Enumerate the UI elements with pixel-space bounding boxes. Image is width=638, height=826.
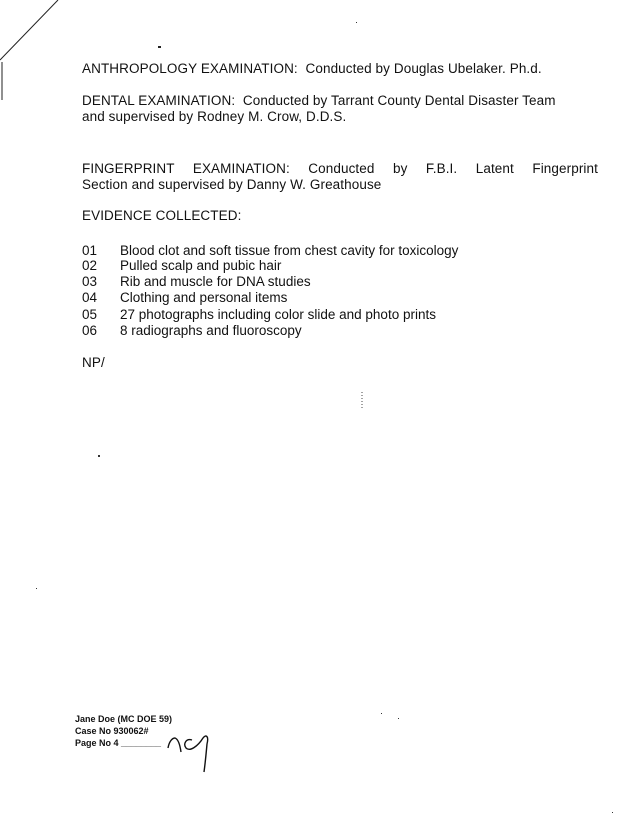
evidence-text: Pulled scalp and pubic hair — [120, 258, 282, 273]
dental-text: Conducted by Tarrant County Dental Disaster Team — [242, 93, 556, 108]
fingerprint-text: Conducted by F.B.I. Latent Fingerprint — [308, 161, 598, 176]
fingerprint-label: FINGERPRINT EXAMINATION: — [82, 161, 290, 176]
scan-speck — [612, 812, 613, 813]
evidence-number: 03 — [82, 274, 98, 289]
evidence-text: Clothing and personal items — [120, 290, 288, 305]
evidence-number: 06 — [82, 323, 98, 338]
scan-speck — [398, 718, 399, 719]
footer-page-number: Page No 4 ________ — [75, 738, 162, 748]
footer-case-name: Jane Doe (MC DOE 59) — [75, 714, 173, 724]
scan-speck — [381, 713, 382, 714]
evidence-text: 27 photographs including color slide and photo prints — [120, 307, 436, 322]
scan-speck — [98, 455, 100, 457]
evidence-number: 02 — [82, 258, 98, 273]
dental-label: DENTAL EXAMINATION: — [82, 93, 236, 108]
anthropology-label: ANTHROPOLOGY EXAMINATION: — [82, 61, 298, 76]
initials: NP/ — [82, 355, 105, 370]
evidence-text: Rib and muscle for DNA studies — [120, 274, 311, 289]
footer-case-number: Case No 930062# — [75, 726, 149, 736]
dental-line-2: and supervised by Rodney M. Crow, D.D.S. — [82, 109, 347, 124]
evidence-number: 01 — [82, 243, 98, 258]
fingerprint-line-2: Section and supervised by Danny W. Greathouse — [82, 177, 382, 192]
evidence-text: 8 radiographs and fluoroscopy — [120, 323, 302, 338]
evidence-heading: EVIDENCE COLLECTED: — [82, 208, 242, 223]
evidence-number: 05 — [82, 307, 98, 322]
evidence-text: Blood clot and soft tissue from chest cavity for toxicology — [120, 243, 459, 258]
scan-speck — [356, 22, 357, 23]
evidence-number: 04 — [82, 290, 98, 305]
scan-speck — [36, 588, 37, 589]
anthropology-text: Conducted by Douglas Ubelaker. Ph.d. — [305, 61, 542, 76]
